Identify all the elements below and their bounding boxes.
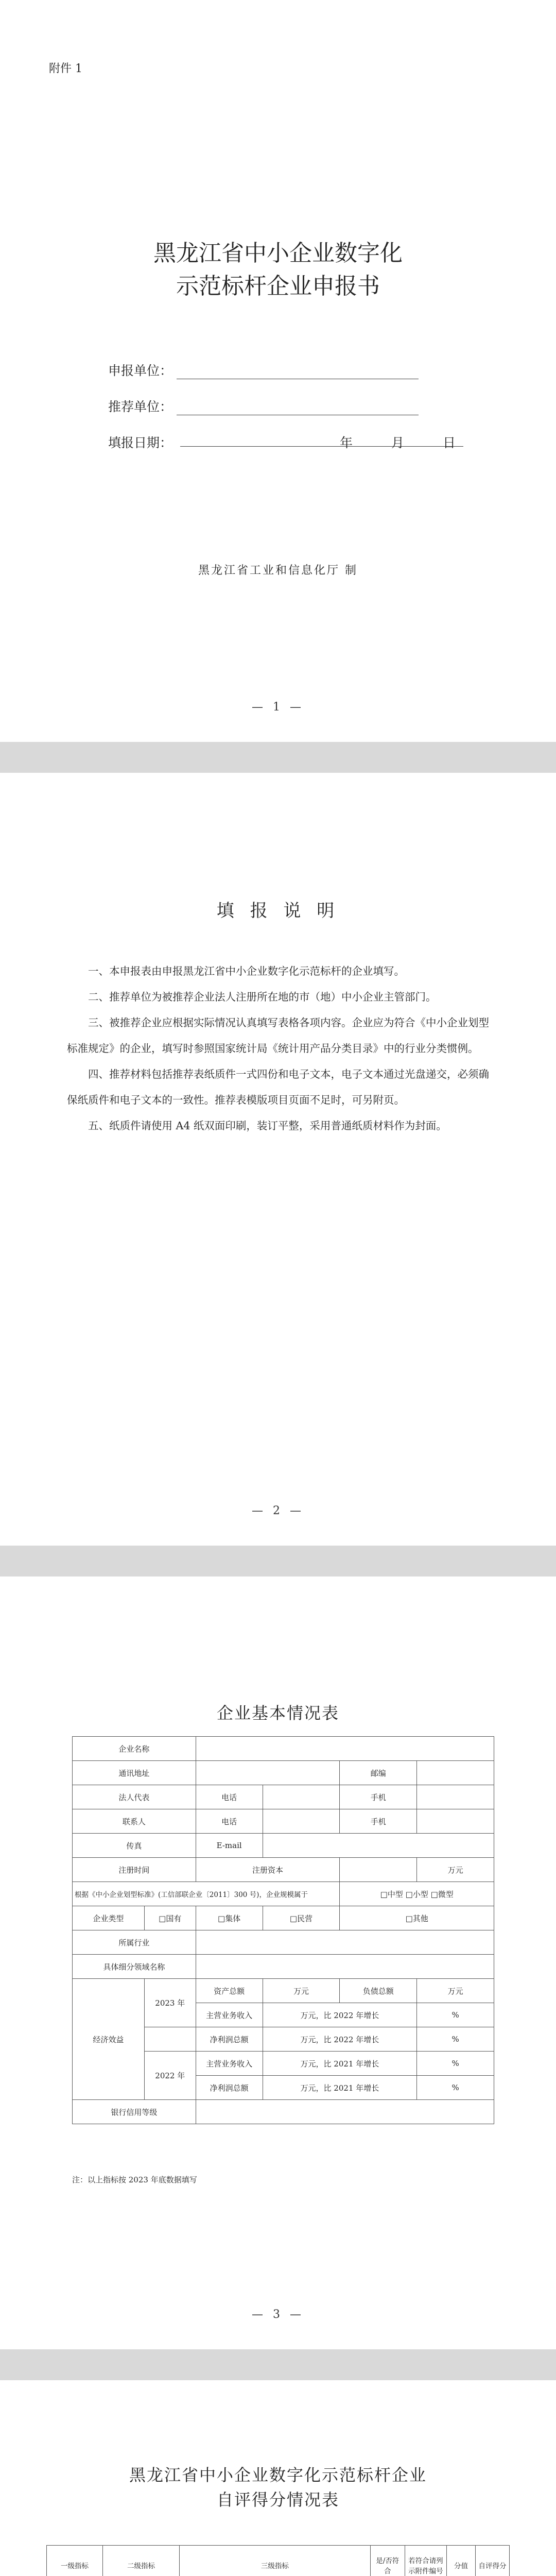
main-rev-2023-pct: % [417,2003,494,2027]
reg-capital-unit: 万元 [417,1858,494,1882]
year-2022-label: 2022 年 [144,2052,196,2100]
self-eval-title-line1: 黑龙江省中小企业数字化示范标杆企业 [129,2465,427,2485]
note-item: 一、本申报表由申报黑龙江省中小企业数字化示范标杆的企业填写。 [88,965,405,977]
fill-date-line[interactable] [180,434,463,447]
note-item: 四、推荐材料包括推荐表纸质件一式四份和电子文本，电子文本通过光盘递交，必须确保纸质件和电子文本的一致性。推荐表模版项目页面不足时，可另附页。 [67,1068,489,1106]
basic-info-table [72,1736,494,2124]
header-file-no: 若符合请列示附件编号 [405,2546,446,2576]
postcode-input[interactable] [417,1761,494,1785]
main-rev-2023-growth: 万元，比 2022 年增长 [263,2003,417,2027]
basic-table-footnote: 注：以上指标按 2023 年底数据填写 [72,2175,197,2184]
note-item: 二、推荐单位为被推荐企业法人注册所在地的市（地）中小企业主管部门。 [88,991,437,1003]
segment-input[interactable] [196,1955,494,1979]
reg-capital-input[interactable] [340,1858,417,1882]
header-l2: 二级指标 [103,2546,180,2576]
self-eval-title-line2: 自评得分情况表 [216,2490,339,2510]
notes-title: 填 报 说 明 [216,901,340,921]
fax-label: 传真 [73,1834,196,1858]
header-score: 分值 [447,2546,476,2576]
contact-mobile-label: 手机 [340,1809,417,1834]
econ-label: 经济效益 [73,1979,145,2100]
main-rev-2022-label: 主营业务收入 [196,2052,263,2076]
apply-unit-line[interactable] [177,366,419,379]
net-profit-2022-growth: 万元，比 2021 年增长 [263,2076,417,2100]
net-profit-2022-label: 净利润总额 [196,2076,263,2100]
total-assets-label: 资产总额 [196,1979,263,2003]
date-day: 日 [443,435,456,450]
cover-title-line1: 黑龙江省中小企业数字化 [153,240,403,266]
self-eval-title [0,2463,556,2512]
fill-date-label: 填报日期： [108,435,173,450]
segment-label: 具体细分领域名称 [73,1955,196,1979]
header-l3: 三级指标 [180,2546,371,2576]
own-collective-checkbox[interactable]: □集体 [196,1906,263,1930]
company-name-label: 企业名称 [73,1737,196,1761]
contact-phone-label: 电话 [196,1809,263,1834]
own-state-checkbox[interactable]: □国有 [144,1906,196,1930]
email-label: E-mail [196,1834,263,1858]
cover-page [0,0,556,742]
basic-table-title: 企业基本情况表 [216,1703,339,1723]
contact-mobile-input[interactable] [417,1809,494,1834]
header-l1: 一级指标 [47,2546,103,2576]
size-basis-label: 根据《中小企业划型标准》(工信部联企业〔2011〕300 号)，企业规模属于 [73,1882,340,1906]
legal-rep-label: 法人代表 [73,1785,196,1809]
address-input[interactable] [196,1761,340,1785]
address-label: 通讯地址 [73,1761,196,1785]
own-private-checkbox[interactable]: □民营 [263,1906,340,1930]
apply-unit-field [108,361,419,379]
notes-page [0,773,556,1546]
legal-rep-phone-input[interactable] [263,1785,340,1809]
cover-title-line2: 示范标杆企业申报书 [176,273,380,299]
legal-rep-mobile-input[interactable] [417,1785,494,1809]
net-profit-2022-pct: % [417,2076,494,2100]
size-options [340,1882,494,1906]
size-small-checkbox[interactable]: □小型 [405,1889,428,1899]
size-micro-checkbox[interactable]: □微型 [430,1889,454,1899]
legal-rep-phone-label: 电话 [196,1785,263,1809]
header-yes-no: 是/否符合 [370,2546,405,2576]
size-mid-checkbox[interactable]: □中型 [380,1889,403,1899]
self-eval-table [46,2545,510,2576]
bank-credit-input[interactable] [196,2100,494,2124]
reg-capital-label: 注册资本 [196,1858,340,1882]
total-liab-unit: 万元 [417,1979,494,2003]
main-rev-2022-pct: % [417,2052,494,2076]
net-profit-2023-label: 净利润总额 [196,2027,263,2052]
total-liab-label: 负债总额 [340,1979,417,2003]
notes-body [67,958,489,1139]
annex-label: 附件 1 [49,62,82,75]
legal-rep-mobile-label: 手机 [340,1785,417,1809]
note-item: 三、被推荐企业应根据实际情况认真填写表格各项内容。企业应为符合《中小企业划型标准规定》的企业，填写时参照国家统计局《统计用产品分类目录》中的行业分类惯例。 [67,1016,489,1055]
page-number: — 2 — [252,1504,304,1517]
email-input[interactable] [263,1834,494,1858]
basic-info-page [0,1577,556,2349]
recommend-unit-line[interactable] [177,402,419,415]
reg-time-label: 注册时间 [73,1858,196,1882]
apply-unit-label: 申报单位： [108,363,173,378]
date-year: 年 [340,435,353,450]
self-eval-page [0,2380,556,2576]
main-rev-2023-label: 主营业务收入 [196,2003,263,2027]
recommend-unit-field [108,397,419,415]
bank-credit-label: 银行信用等级 [73,2100,196,2124]
industry-label: 所属行业 [73,1930,196,1955]
note-item: 五、纸质件请使用 A4 纸双面印刷，装订平整，采用普通纸质材料作为封面。 [88,1120,447,1132]
page-number: — 3 — [252,2308,304,2321]
net-profit-2023-growth: 万元，比 2022 年增长 [263,2027,417,2052]
contact-phone-input[interactable] [263,1809,340,1834]
cover-title [0,237,556,303]
header-self-score: 自评得分 [475,2546,509,2576]
page-number: — 1 — [252,701,304,714]
industry-input[interactable] [196,1930,494,1955]
total-assets-unit: 万元 [263,1979,340,2003]
net-profit-2023-pct: % [417,2027,494,2052]
own-other-checkbox[interactable]: □其他 [340,1906,494,1930]
contact-label: 联系人 [73,1809,196,1834]
recommend-unit-label: 推荐单位： [108,399,173,414]
maker-label: 黑龙江省工业和信息化厅 制 [198,564,358,577]
postcode-label: 邮编 [340,1761,417,1785]
company-name-input[interactable] [196,1737,494,1761]
year-2023-label: 2023 年 [144,1979,196,2027]
ownership-label: 企业类型 [73,1906,145,1930]
main-rev-2022-growth: 万元，比 2021 年增长 [263,2052,417,2076]
date-month: 月 [391,435,405,450]
